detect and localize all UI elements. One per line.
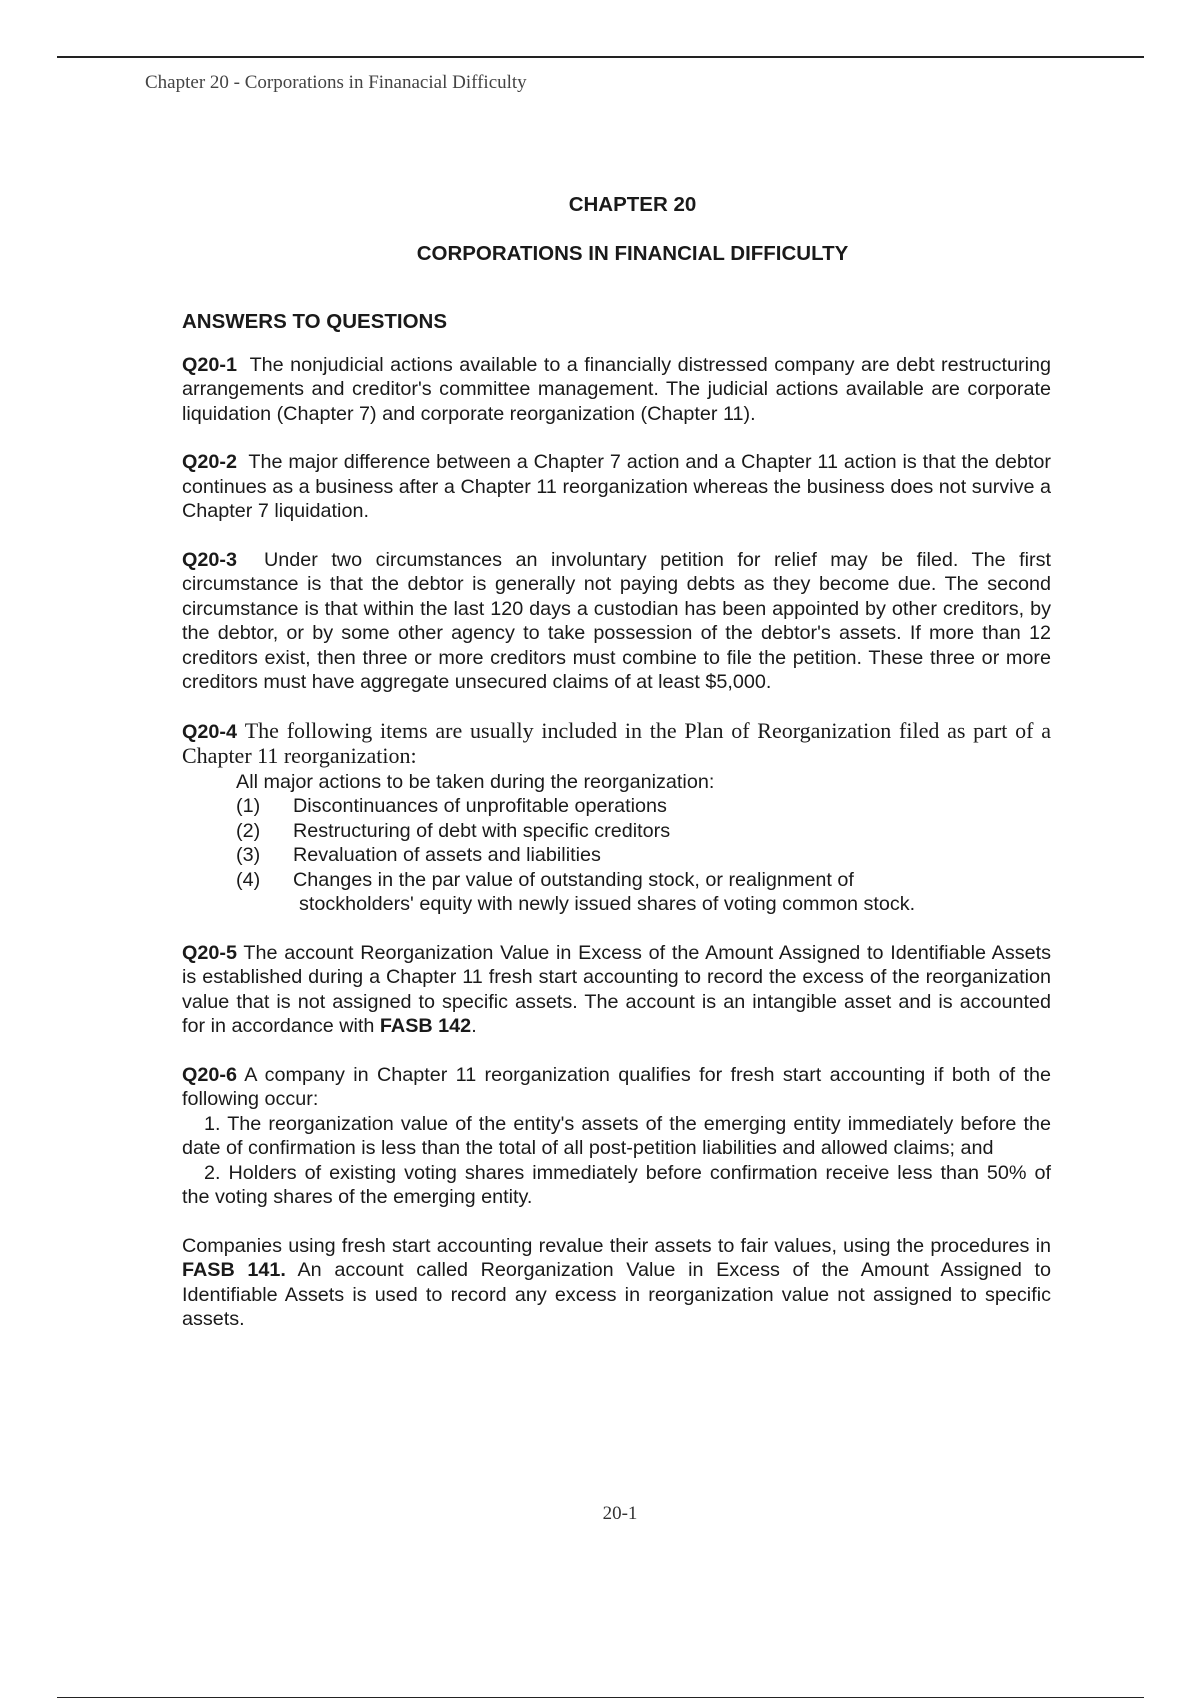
answer-text: The nonjudicial actions available to a financially distressed company are debt restructuring arrangements and creditor's committee management. The judicial actions available are corporate liquidation (Chapter 7) and corporate reorganization (Chapter 11). <box>182 353 1051 425</box>
answer-q20-5 <box>182 941 1051 1039</box>
item-text: stockholders' equity with newly issued shares of voting common stock. <box>299 893 916 915</box>
item-text: Revaluation of assets and liabilities <box>293 844 601 866</box>
condition-item: 2. Holders of existing voting shares immediately before confirmation receive less than 50% of the voting shares of the emerging entity. <box>182 1161 1051 1208</box>
plan-items-list <box>236 794 1051 917</box>
bottom-rule <box>57 1697 1144 1698</box>
fasb-reference: FASB 142 <box>379 1015 472 1037</box>
list-item <box>236 843 1051 868</box>
closing-text: Companies using fresh start accounting revalue their assets to fair values, using the procedures in <box>182 1234 1051 1257</box>
item-number: (1) <box>236 795 261 817</box>
page-number: 20-1 <box>602 1503 638 1524</box>
answer-text: The following items are usually included in the Plan of Reorganization filed as part of a Chapter 11 reorganization: <box>182 717 1051 768</box>
item-text: Discontinuances of unprofitable operations <box>293 795 667 817</box>
list-intro: All major actions to be taken during the reorganization: <box>236 770 715 793</box>
question-label: Q20-1 <box>182 353 237 376</box>
answer-q20-2 <box>182 450 1051 524</box>
question-label: Q20-2 <box>182 451 237 473</box>
item-text: Restructuring of debt with specific creditors <box>293 819 671 842</box>
running-head: Chapter 20 - Corporations in Finanacial Difficulty <box>145 72 527 93</box>
closing-paragraph <box>182 1234 1051 1332</box>
question-label: Q20-5 <box>182 941 237 964</box>
item-number: (2) <box>236 819 261 842</box>
fasb-reference: FASB 141. <box>182 1259 286 1281</box>
question-label: Q20-3 <box>182 548 237 571</box>
answer-q20-4 <box>182 719 1051 917</box>
closing-text: An account called Reorganization Value in Excess of the Amount Assigned to Identifiable Assets is used to record any excess in reorganization value not assigned to specific assets. <box>182 1259 1052 1330</box>
chapter-title: CHAPTER 20 <box>568 193 697 216</box>
sentence-end: . <box>471 1015 477 1037</box>
answer-text: Under two circumstances an involuntary petition for relief may be filed. The first circumstance is that the debtor is generally not paying debts as they become due. The second circumstance is that within the last 120 days a custodian has been appointed by other creditors, by the debtor, or by some other agency to take possession of the debtor's assets. If more than 12 creditors exist, then three or more creditors must combine to file the petition. These three or more creditors must have aggregate unsecured claims of at least $5,000. <box>182 548 1051 693</box>
list-item <box>236 794 1051 819</box>
question-label: Q20-6 <box>182 1063 237 1086</box>
question-label: Q20-4 <box>182 720 237 743</box>
answer-q20-3 <box>182 548 1051 695</box>
answer-q20-6 <box>182 1063 1051 1210</box>
answer-text: The major difference between a Chapter 7 action and a Chapter 11 action is that the debtor continues as a business after a Chapter 11 reorganization whereas the business does not survive a Chapter 7 liquidation. <box>182 451 1052 522</box>
answer-text: A company in Chapter 11 reorganization qualifies for fresh start accounting if both of the following occur: <box>182 1063 1051 1110</box>
chapter-subtitle: CORPORATIONS IN FINANCIAL DIFFICULTY <box>416 241 849 265</box>
list-item-continuation <box>236 892 1051 917</box>
list-item <box>236 819 1051 844</box>
item-number: (3) <box>236 844 261 866</box>
item-text: Changes in the par value of outstanding stock, or realignment of <box>293 868 854 891</box>
list-item <box>236 868 1051 893</box>
answer-q20-1 <box>182 353 1051 427</box>
section-heading: ANSWERS TO QUESTIONS <box>182 310 448 333</box>
answer-text: The account Reorganization Value in Excess of the Amount Assigned to Identifiable Assets is established during a Chapter 11 fresh start accounting to record the excess of the reorganization value that is not assigned to specific assets. The account is an intangible asset and is accounted for in accordance with <box>182 941 1051 1037</box>
top-rule <box>57 56 1144 58</box>
condition-item: 1. The reorganization value of the entity's assets of the emerging entity immediately before the date of confirmation is less than the total of all post-petition liabilities and allowed claims; and <box>182 1112 1051 1159</box>
page-body <box>182 193 1051 1356</box>
item-number: (4) <box>236 868 261 891</box>
